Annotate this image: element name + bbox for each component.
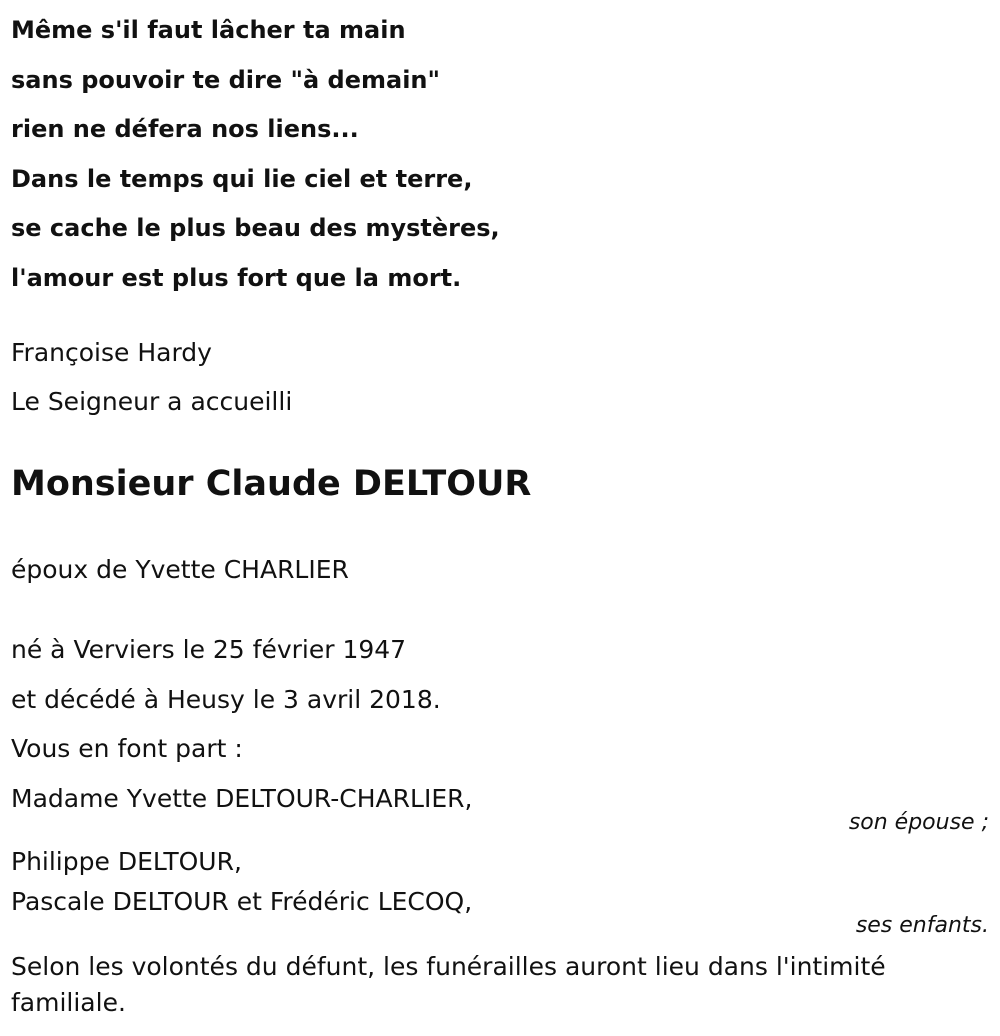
spouse-relation: son épouse ; [848,810,989,835]
death-line: et décédé à Heusy le 3 avril 2018. [11,685,441,714]
poem-line: sans pouvoir te dire "à demain" [11,65,441,94]
poem-line: Même s'il faut lâcher ta main [11,16,406,44]
poem-line: l'amour est plus fort que la mort. [11,263,462,292]
poem-line: se cache le plus beau des mystères, [11,214,500,242]
poem-line: rien ne défera nos liens... [11,115,359,143]
child-name: Pascale DELTOUR et Frédéric LECOQ, [11,887,473,916]
poem-line: Dans le temps qui lie ciel et terre, [11,164,473,193]
closing-text: Selon les volontés du défunt, les funérailles auront lieu dans l'intimité familiale. [11,952,886,1017]
notice-line: Vous en font part : [11,734,243,763]
intro-text: Le Seigneur a accueilli [11,387,293,416]
spouse-name: Madame Yvette DELTOUR-CHARLIER, [11,784,473,813]
poem-author: Françoise Hardy [11,338,212,367]
poem [11,6,500,303]
children-relation: ses enfants. [855,913,989,938]
deceased-name: Monsieur Claude DELTOUR [11,464,532,504]
spouse-line: époux de Yvette CHARLIER [11,555,349,584]
child-name: Philippe DELTOUR, [11,847,242,876]
birth-line: né à Verviers le 25 février 1947 [11,635,407,664]
